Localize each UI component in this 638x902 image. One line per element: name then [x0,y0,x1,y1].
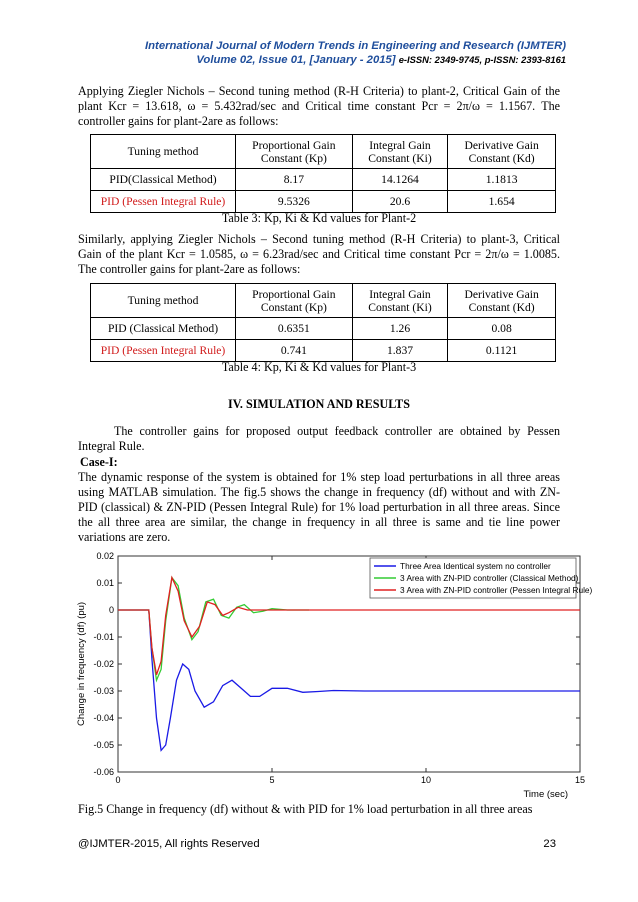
section-title: IV. SIMULATION AND RESULTS [228,397,410,411]
x-tick-label: 15 [574,775,586,785]
y-tick-label: 0.02 [96,551,114,561]
y-tick-label: 0 [108,605,114,615]
journal-volume: Volume 02, Issue 01, [January - 2015] [196,54,396,66]
paragraph-case1: The dynamic response of the system is obtained for 1% step load perturbations in all three areas using MATLAB simulation. The fig.5 shows the change in frequency (df) without and with ZN-PID (classical) & ZN-PID (Pessen Integral Rule) for 1% load perturbation in all three areas. Since the all three area are similar, the change in frequency in all three is same and tie line power variations are zero. [78,470,560,544]
cell-kp: 0.741 [236,340,353,362]
header-tuning-method: Tuning method [91,284,236,318]
cell-kp: 0.6351 [236,318,353,340]
table3-caption: Table 3: Kp, Ki & Kd values for Plant-2 [221,211,417,225]
x-axis-label: Time (sec) [523,789,568,800]
cell-kd: 1.654 [448,191,556,213]
y-axis-label: Change in frequency (df) (pu) [76,601,87,727]
y-tick-label: -0.04 [93,713,114,723]
y-tick-label: -0.06 [93,767,114,777]
x-tick-label: 5 [269,775,275,785]
table-plant2 [90,134,556,213]
table-row [91,169,556,191]
table-header-row [91,135,556,169]
header-kd: Derivative Gain Constant (Kd) [448,135,556,169]
table-plant3 [90,283,556,362]
journal-issn: e-ISSN: 2349-9745, p-ISSN: 2393-8161 [398,54,566,65]
y-tick-label: -0.01 [93,632,114,642]
header-tuning-method: Tuning method [91,135,236,169]
footer-copyright: @IJMTER-2015, All rights Reserved [78,838,260,850]
y-tick-label: -0.03 [93,686,114,696]
x-tick-label: 10 [420,775,432,785]
table-row [91,318,556,340]
case-label: Case-I: [80,455,118,469]
cell-method: PID (Classical Method) [91,318,236,340]
y-tick-label: -0.02 [93,659,114,669]
cell-method: PID(Classical Method) [91,169,236,191]
header-ki: Integral Gain Constant (Ki) [352,135,448,169]
header-kd: Derivative Gain Constant (Kd) [448,284,556,318]
cell-kd: 0.1121 [448,340,556,362]
journal-header [145,39,566,67]
paragraph-gains: The controller gains for proposed output feedback controller are obtained by Pessen Integral Rule. [78,424,560,453]
y-tick-label: 0.01 [96,578,114,588]
cell-ki: 1.837 [352,340,448,362]
cell-ki: 14.1264 [352,169,448,191]
cell-ki: 1.26 [352,318,448,340]
cell-method: PID (Pessen Integral Rule) [91,191,236,213]
cell-kp: 9.5326 [236,191,353,213]
header-kp: Proportional Gain Constant (Kp) [236,284,353,318]
journal-title: International Journal of Modern Trends in Engineering and Research (IJMTER) [145,40,566,52]
x-tick-label: 0 [115,775,121,785]
cell-method: PID (Pessen Integral Rule) [91,340,236,362]
header-ki: Integral Gain Constant (Ki) [352,284,448,318]
figure-caption: Fig.5 Change in frequency (df) without & with PID for 1% load perturbation in all three areas [78,802,533,816]
cell-kp: 8.17 [236,169,353,191]
table4-caption: Table 4: Kp, Ki & Kd values for Plant-3 [221,360,417,374]
header-kp: Proportional Gain Constant (Kp) [236,135,353,169]
paragraph-plant3: Similarly, applying Ziegler Nichols – Second tuning method (R-H Criteria) to plant-3, Critical Gain of the plant Kcr = 1.0585, ω = 6.23rad/sec and Critical time constant Pcr = 2π/ω = 1.0085. The controller gains for plant-2are as follows: [78,232,560,276]
table-header-row [91,284,556,318]
cell-ki: 20.6 [352,191,448,213]
legend-entry: 3 Area with ZN-PID controller (Pessen Integral Rule) [400,585,593,595]
cell-kd: 0.08 [448,318,556,340]
frequency-response-chart [74,548,596,800]
page-number: 23 [543,838,556,850]
cell-kd: 1.1813 [448,169,556,191]
table-row [91,191,556,213]
journal-volume-line [145,53,566,67]
y-tick-label: -0.05 [93,740,114,750]
paragraph-plant2: Applying Ziegler Nichols – Second tuning method (R-H Criteria) to plant-2, Critical Gain of the plant Kcr = 13.618, ω = 5.432rad/sec and Critical time constant Pcr = 2π/ω = 1.1567. The controller gains for plant-2are as follows: [78,84,560,128]
legend-entry: 3 Area with ZN-PID controller (Classical Method) [400,573,579,583]
legend-entry: Three Area Identical system no controller [400,561,551,571]
table-row [91,340,556,362]
